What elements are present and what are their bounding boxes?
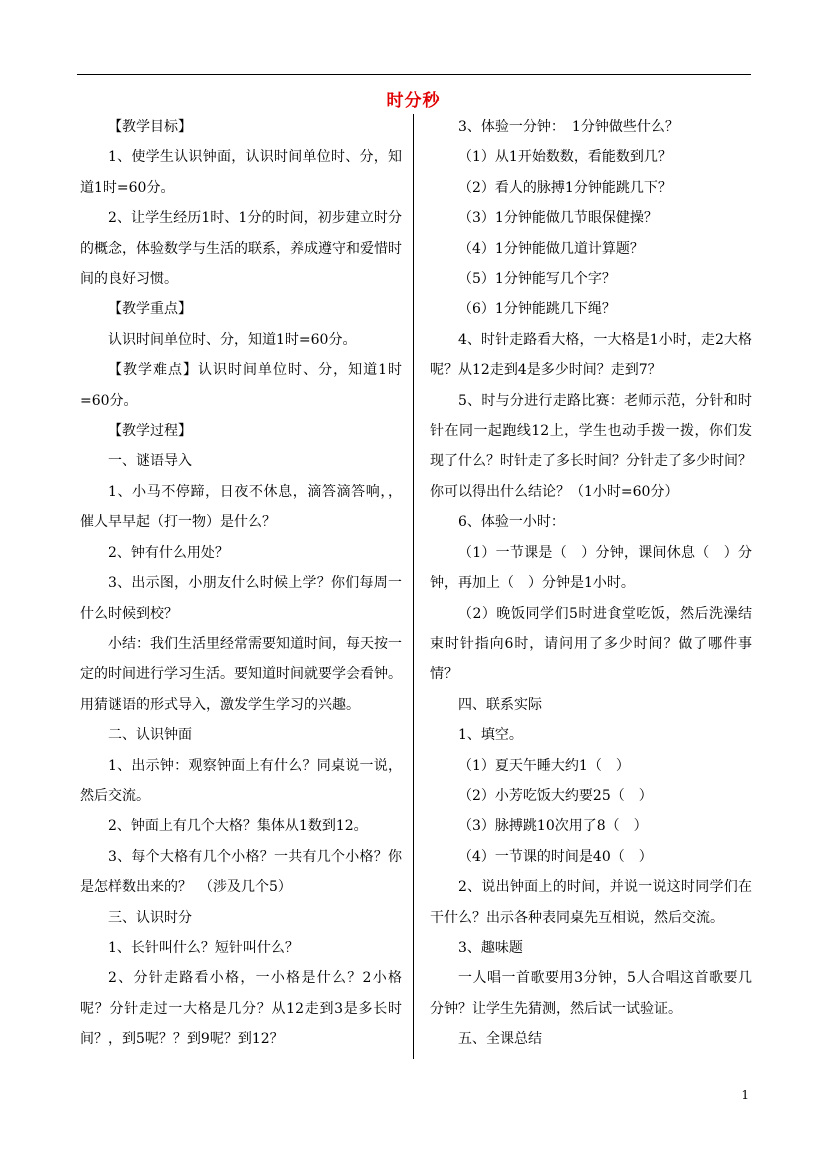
paragraph: 一人唱一首歌要用3分钟，5人合唱这首歌要几分钟？让学生先猜测，然后试一试验证。 [430,970,752,1017]
paragraph: 认识时间单位时、分，知道1时=60分。 [108,331,357,348]
paragraph: （6）1分钟能跳几下绳？ [458,301,616,318]
paragraph: 6、体验一小时： [458,514,565,531]
document-title: 时分秒 [386,91,441,111]
paragraph: 3、趣味题 [458,939,523,956]
paragraph: （4）一节课的时间是40（ ） [458,848,653,865]
paragraph: 【教学难点】认识时间单位时、分，知道1时=60分。 [80,362,402,409]
paragraph: 1、长针叫什么？短针叫什么？ [108,939,299,956]
paragraph: 【教学目标】 [108,119,192,135]
paragraph: （2）小芳吃饭大约要25（ ） [458,787,653,804]
paragraph: 4、时针走路看大格，一大格是1小时，走2大格呢？从12走到4是多少时间？走到7？ [430,331,752,379]
paragraph: （4）1分钟能做几道计算题？ [458,240,644,257]
paragraph: 3、出示图，小朋友什么时候上学？你们每周一什么时候到校？ [80,575,402,622]
paragraph: 五、全课总结 [458,1031,542,1048]
paragraph: （2）晚饭同学们5时进食堂吃饭，然后洗澡结束时针指向6时，请问用了多少时间？做了哪件事情？ [430,605,752,683]
paragraph: 5、时与分进行走路比赛：老师示范，分针和时针在同一起跑线12上，学生也动手拨一拨，你们发现了什么？时针走了多长时间？分针走了多少时间？你可以得出什么结论？（1小时=60分） [430,392,752,500]
paragraph: 2、让学生经历1时、1分的时间，初步建立时分的概念，体验数学与生活的联系，养成遵守和爱惜时间的良好习惯。 [80,210,402,288]
paragraph: （5）1分钟能写几个字？ [458,271,616,288]
paragraph: 2、说出钟面上的时间，并说一说这时同学们在干什么？出示各种表同桌先互相说，然后交流。 [430,879,752,926]
paragraph: 2、钟有什么用处？ [108,544,229,561]
paragraph: 2、分针走路看小格，一小格是什么？2小格呢？分针走过一大格是几分？从12走到3是多长时间？，到5呢？？到9呢？到12？ [80,970,402,1048]
page-number: 1 [741,1088,749,1102]
paragraph: 2、钟面上有几个大格？集体从1数到12。 [108,818,368,835]
paragraph: （3）1分钟能做几节眼保健操？ [458,210,658,227]
paragraph: 四、联系实际 [458,696,542,713]
paragraph: 一、谜语导入 [108,453,192,470]
paragraph: （2）看人的脉搏1分钟能跳几下？ [458,179,672,196]
paragraph: 1、填空。 [458,727,523,744]
left-column [80,112,402,1055]
right-column [430,112,752,1055]
paragraph: （1）夏天午睡大约1（ ） [458,757,630,774]
paragraph: 1、出示钟：观察钟面上有什么？同桌说一说，然后交流。 [80,757,402,804]
paragraph: 3、体验一分钟： 1分钟做些什么？ [458,119,679,135]
paragraph: 【教学重点】 [108,301,192,318]
paragraph: （3）脉搏跳10次用了8（ ） [458,818,648,835]
paragraph: 1、小马不停蹄，日夜不休息，滴答滴答响，，催人早早起（打一物）是什么？ [80,483,402,531]
column-divider [413,114,414,1059]
paragraph: 三、认识时分 [108,909,192,926]
paragraph: （1）一节课是（ ）分钟，课间休息（ ）分钟，再加上（ ）分钟是1小时。 [430,544,752,592]
paragraph: 1、使学生认识钟面，认识时间单位时、分，知道1时=60分。 [80,149,402,196]
paragraph: 二、认识钟面 [108,727,192,744]
paragraph: 小结：我们生活里经常需要知道时间，每天按一定的时间进行学习生活。要知道时间就要学会看钟。用猜谜语的形式导入，激发学生学习的兴趣。 [80,635,402,713]
paragraph: 3、每个大格有几个小格？一共有几个小格？你是怎样数出来的？ （涉及几个5） [80,848,402,896]
paragraph: （1）从1开始数数，看能数到几？ [458,149,672,166]
paragraph: 【教学过程】 [108,423,192,440]
header-rule [77,74,751,75]
